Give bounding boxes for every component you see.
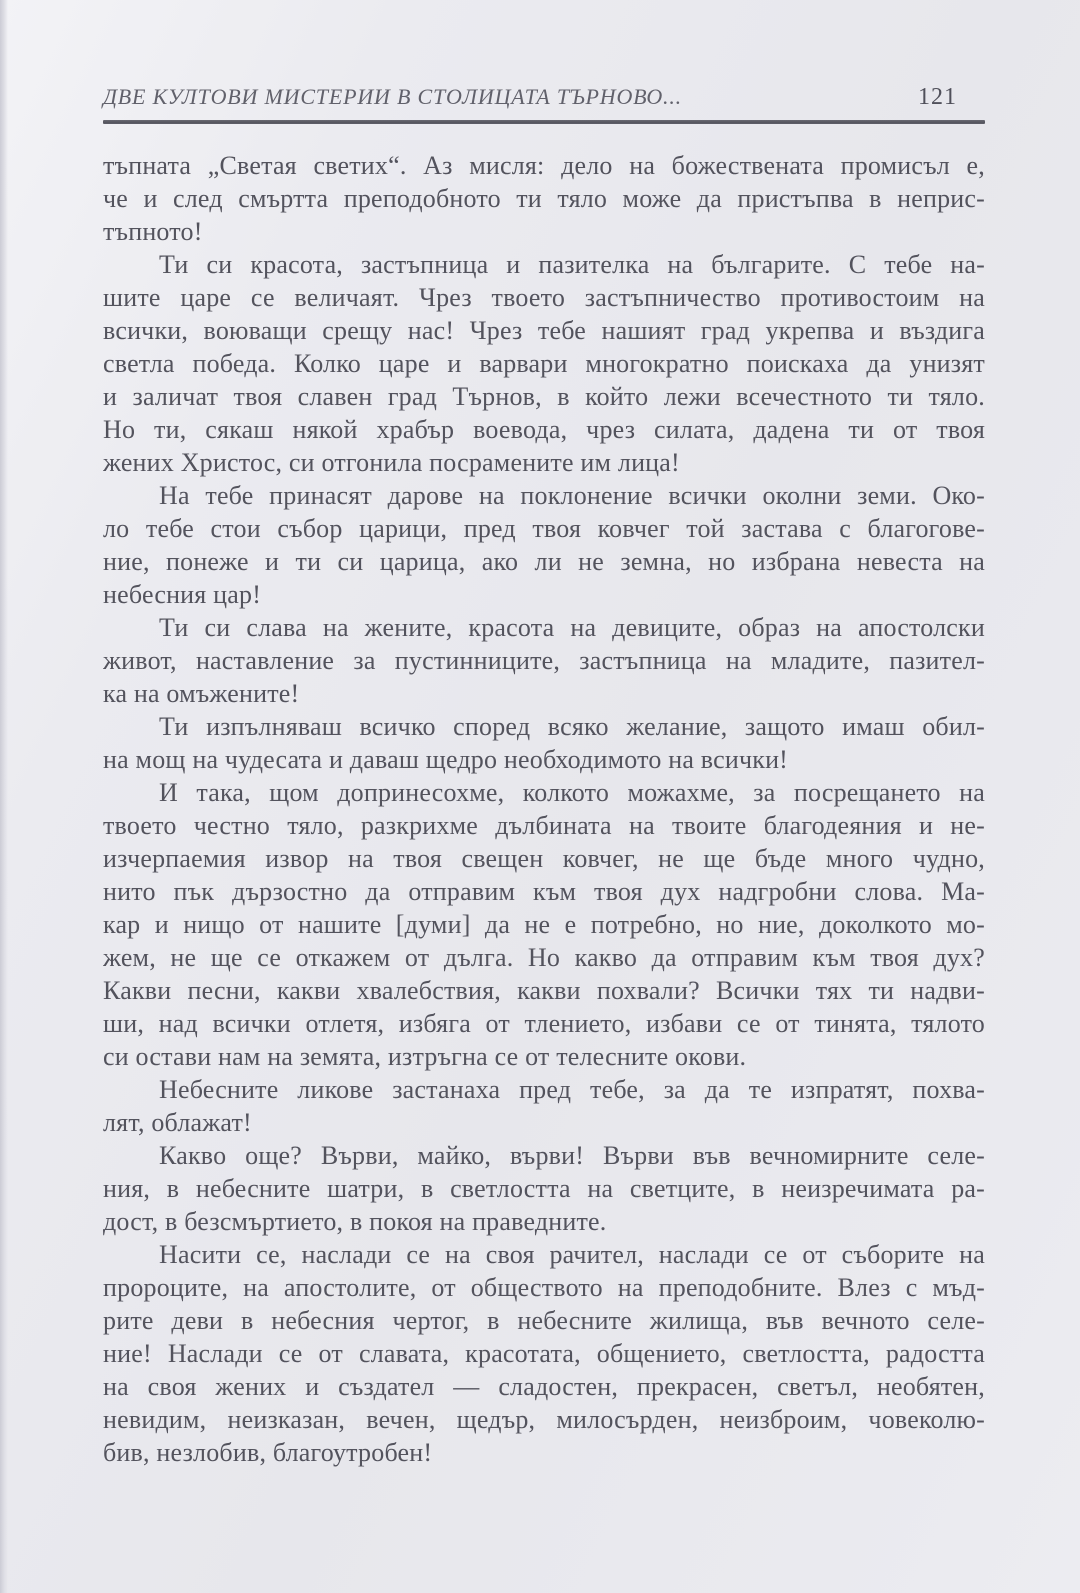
text-line: тъпното!	[103, 217, 203, 246]
paragraph	[103, 776, 985, 1073]
text-line: жених Христос, си отгонила посрамените им лица!	[103, 448, 680, 477]
text-line: небесния цар!	[103, 580, 262, 609]
text-line: светла победа. Колко царе и варвари многократно поискаха да унизят	[103, 349, 985, 378]
page-left-edge-shadow	[0, 0, 8, 1593]
text-line: пророците, на апостолите, от обществото на преподобните. Влез с мъд-	[103, 1273, 985, 1302]
page-number: 121	[918, 84, 957, 110]
text-line: бив, незлобив, благоутробен!	[103, 1438, 433, 1467]
text-line: Но ти, сякаш някой храбър воевода, чрез силата, дадена ти от твоя	[103, 415, 985, 444]
text-line: нито пък дързостно да отправим към твоя дух надгробни слова. Ма-	[103, 877, 985, 906]
text-line: невидим, неизказан, вечен, щедър, милосърден, неизброим, човеколю-	[103, 1405, 985, 1434]
paragraph	[103, 1073, 985, 1139]
paragraph	[103, 248, 985, 479]
text-line: че и след смъртта преподобното ти тяло може да пристъпва в неприс-	[103, 184, 985, 213]
text-line: всички, воюващи срещу нас! Чрез тебе нашият град укрепва и въздига	[103, 316, 985, 345]
body-text	[103, 149, 985, 1469]
text-line: Насити се, наслади се на своя рачител, наслади се от съборите на	[159, 1240, 985, 1269]
text-line: ка на омъжените!	[103, 679, 300, 708]
text-line: изчерпаемия извор на твоя свещен ковчег, не ще бъде много чудно,	[103, 844, 985, 873]
text-line: На тебе принасят дарове на поклонение всички околни земи. Око-	[159, 481, 985, 510]
text-line: ние, понеже и ти си царица, ако ли не земна, но избрана невеста на	[103, 547, 985, 576]
text-line: Небесните ликове застанаха пред тебе, за да те изпратят, похва-	[159, 1075, 985, 1104]
text-line: твоето честно тяло, разкрихме дълбината на твоите благодеяния и не-	[103, 811, 985, 840]
header-title: ДВЕ КУЛТОВИ МИСТЕРИИ В СТОЛИЦАТА ТЪРНОВО...	[103, 84, 682, 109]
text-line: ло тебе стои събор царици, пред твоя ковчег той застава с благогове-	[103, 514, 985, 543]
text-line: тъпната „Светая светих“. Аз мисля: дело на божествената промисъл е,	[103, 151, 985, 180]
text-line: И така, щом допринесохме, колкото можахме, за посрещането на	[159, 778, 985, 807]
paragraph	[103, 611, 985, 710]
text-line: живот, наставление за пустинниците, застъпница на младите, пазител-	[103, 646, 985, 675]
text-line: и заличат твоя славен град Търнов, в който лежи всечестното ти тяло.	[103, 382, 985, 411]
text-line: Какви песни, какви хвалебствия, какви похвали? Всички тях ти надви-	[103, 976, 985, 1005]
header-rule	[103, 120, 985, 124]
text-line: си остави нам на земята, изтръгна се от телесните окови.	[103, 1042, 747, 1071]
text-line: шите царе се величаят. Чрез твоето застъпничество противостоим на	[103, 283, 985, 312]
page-content	[103, 84, 985, 1469]
text-line: на мощ на чудесата и даваш щедро необходимото на всички!	[103, 745, 789, 774]
paragraph	[103, 1238, 985, 1469]
text-line: Ти си слава на жените, красота на девиците, образ на апостолски	[159, 613, 985, 642]
text-line: ния, в небесните шатри, в светлостта на светците, в неизречимата ра-	[103, 1174, 985, 1203]
text-line: ние! Наслади се от славата, красотата, общението, светлостта, радостта	[103, 1339, 985, 1368]
text-line: дост, в безсмъртието, в покоя на праведните.	[103, 1207, 607, 1236]
text-line: Ти изпълняваш всичко според всяко желание, защото имаш обил-	[159, 712, 985, 741]
paragraph	[103, 479, 985, 611]
paragraph	[103, 1139, 985, 1238]
text-line: на своя жених и създател — сладостен, прекрасен, светъл, необятен,	[103, 1372, 985, 1401]
paragraph	[103, 710, 985, 776]
text-line: рите деви в небесния чертог, в небесните жилища, във вечното селе-	[103, 1306, 985, 1335]
paragraph	[103, 149, 985, 248]
text-line: ши, над всички отлетя, избяга от тлението, избави се от тинята, тялото	[103, 1009, 985, 1038]
text-line: Ти си красота, застъпница и пазителка на българите. С тебе на-	[159, 250, 985, 279]
text-line: Какво още? Върви, майко, върви! Върви във вечномирните селе-	[159, 1141, 985, 1170]
text-line: кар и нищо от нашите [думи] да не е потребно, но ние, доколкото мо-	[103, 910, 985, 939]
text-line: лят, облажат!	[103, 1108, 252, 1137]
running-header	[103, 84, 985, 111]
text-line: жем, не ще се откажем от дълга. Но какво да отправим към твоя дух?	[103, 943, 985, 972]
